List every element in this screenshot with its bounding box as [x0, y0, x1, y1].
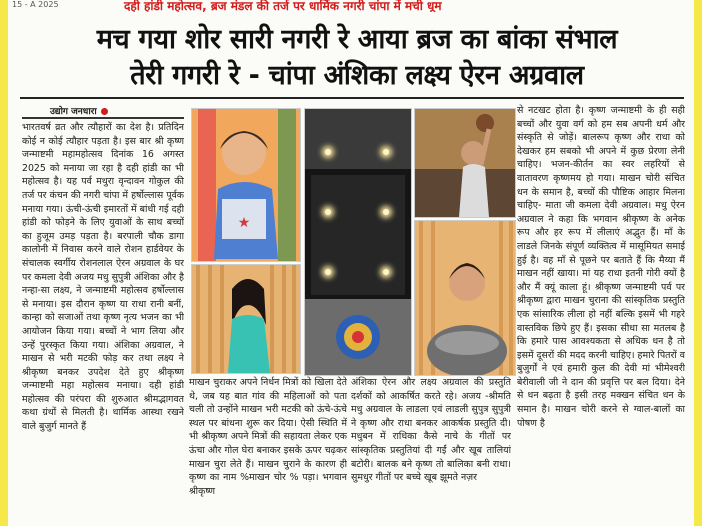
- headline-rule: [20, 97, 684, 99]
- headline-line-2: तेरी गगरी रे - चांपा अंशिका लक्ष्य ऐरन अग्रवाल: [130, 60, 584, 91]
- photo-girl-radha: [191, 264, 301, 374]
- hall-illustration: [305, 109, 411, 375]
- byline-rule: [22, 117, 184, 119]
- svg-text:★: ★: [237, 215, 251, 231]
- girl-radha-illustration: [192, 265, 300, 373]
- article-column-2: माखन चुराकर अपने निर्धन मित्रों को खिला देते थे, जब यह बात गांव की महिलाओं को पता चली तो उन्होंने माखन भरी मटकी को ऊंचे-ऊंचे स्थल पर बांधना शुरू कर दिया। ऐसी स्थिति में भी श्रीकृष्ण अपने मित्रों की सहायता लेकर एक ऊंचा और गोल घेरा बनाकर इसके ऊपर चढ़कर माखन चुरा लेते हैं। माखन चुराने के कारण ही कृष्ण का नाम %माखन चोर % पड़ा। भगवान श्रीकृष्ण: [189, 377, 347, 497]
- photo-boy-with-pot: [414, 220, 516, 376]
- page-date-strip: 15 - A 2025: [12, 0, 59, 9]
- newspaper-clipping: [8, 0, 694, 526]
- kicker-headline: दही हांडी महोत्सव, ब्रज मंडल की तर्ज पर धार्मिक नगरी चांपा में मची धूम: [124, 0, 442, 12]
- article-column-4: से नटखट होता है। कृष्ण जन्माष्टमी के ही सही बच्चों और युवा वर्ग को हम सब अपनी धर्म और संस्कृति से जोड़ें। बालरूप कृष्ण और राधा को देखकर हम सबको भी अपने में कुछ प्रेरणा लेनी चाहिए। भजन-कीर्तन का स्वर लहरियों से वातावरण कृष्णमय हो गया। माखन चोरी संचित धन के समान है, बच्चों की पौष्टिक आहार मिलना चाहिए- माता जी कमला देवी अग्रवाल। मधु ऐरन अग्रवाल ने कहा कि भगवान श्रीकृष्ण के अनेक रूप और हर रूप में लीलाएं अद्भुत हैं। माँ के लाडले जिनके संपूर्ण व्यक्तित्व में मासूमियत समाई हुई है। वह माँ से पूछने पर बताते हैं कि मैय्या मैं माखन नहीं खाया। मां यह राधा इतनी गोरी क्यों है और मैं क्यूं काला हूं। श्रीकृष्ण जन्माष्टमी पर्व पर श्रीकृष्ण द्वारा माखन चुराना की सांस्कृतिक प्रस्तुति एक सांसारिक लीला हो नहीं बल्कि इसमें भी गहरे वास्तविक छिपे हुए हैं। इसका सीधा सा मतलब है कि हमारे पास आवश्यकता से अधिक धन है तो इसमें दूसरों की मदद करनी चाहिए। हमारे पितरों व बुजुर्गों ने एवं हमारी कुल की देवी मां भीमेश्वरी बेरीवाली जी ने दान की प्रवृत्ति पर बल दिया। देने से धन बढ़ता है इसी तरह मक्खन संचित धन के समान है। माखन चोरी करने से ग्वाल-बालों का पोषण है: [517, 105, 685, 429]
- ceiling-light: [325, 209, 331, 215]
- article-column-3: अंशिका ऐरन और लक्ष्य अग्रवाल की प्रस्तुति दर्शकों को आकर्षित करते रहे। अजय -श्रीमति मधु अग्रवाल के लाडला एवं लाडली सुपुत्र सुपुत्री ने कृष्ण और राधा बनकर आकर्षक प्रस्तुति दी। मधुबन में राधिका कैसे नाचे के गीतों पर सांस्कृतिक प्रस्तुतियां दी गईं और खूब तालियां बटोरी। बालक बने कृष्ण तो बालिका बनी राधा। सुमधुर गीतों पर बच्चे खूब झूमते नज़र: [351, 377, 511, 484]
- ceiling-light: [325, 149, 331, 155]
- byline: [50, 104, 108, 117]
- photo-decorated-hall: [304, 108, 412, 376]
- ceiling-light: [383, 149, 389, 155]
- photo-boy-krishna: [191, 108, 301, 262]
- photo-boy-breaking-pot: [414, 108, 516, 218]
- top-strip: [8, 0, 694, 12]
- main-headline: [22, 22, 692, 94]
- ceiling-light: [383, 209, 389, 215]
- boy-krishna-illustration: [192, 109, 300, 261]
- byline-text: उद्योग जनधारा: [50, 107, 97, 117]
- pot-breaking-illustration: [415, 109, 515, 217]
- article-column-1: भारतवर्ष व्रत और त्यौहारों का देश है। प्रतिदिन कोई न कोई त्यौहार पड़ता है। इस बार श्री कृष्ण जन्माष्टमी महामहोत्सव दिनांक 16 अगस्त 2025 को मनाया जा रहा है दही हांडी का भी महोत्सव है। यह पर्व मथुरा वृन्दावन गोकुल की तर्ज पर कंचन की नगरी चांपा में हर्षोल्लास पूर्वक मनाया गया। ऊंची-ऊंची इमारतों में बांधी गई दही हांडी को फोड़ने के लिए युवाओं के साथ बच्चों का हुजूम उमड़ पड़ता है। बरपाली चौक डागा कालोनी में निवास करने वाले रोशन हार्डवेयर के संचालक स्वर्गीय रोशनलाल ऐरन अग्रवाल के घर पर कमला देवी अजय मधु सुपुत्री अंशिका और है नन्हा-सा लक्ष्य, ने जन्माष्टमी महोत्सव हर्षोल्लास से मनाया। इस दौरान कृष्ण या राधा रानी बनीं, कान्हा को सजाओं तथा कृष्ण नृत्य भजन का भी आयोजन किया गया। बच्चों ने भाग लिया और उन्हें पुरस्कृत किया गया। अंशिका अग्रवाल, ने माखन से भरी मटकी फोड़ कर तथा लक्ष्य ने श्रीकृष्ण बनकर उपदेश देते हुए श्रीकृष्ण जन्माष्टमी महा महोत्सव मनाया। दही हांडी महोत्सव की परंपरा की शुरुआत श्रीमद्भागवत कथा ग्रंथों से मिलती है। धार्मिक आस्था रखने वाले बुजुर्ग मानते हैं: [22, 122, 184, 433]
- ceiling-light: [383, 269, 389, 275]
- boy-pot-illustration: [415, 221, 515, 375]
- headline-line-1: मच गया शोर सारी नगरी रे आया ब्रज का बांका संभाल: [96, 24, 618, 55]
- ceiling-light: [325, 269, 331, 275]
- byline-dot-icon: [101, 108, 108, 115]
